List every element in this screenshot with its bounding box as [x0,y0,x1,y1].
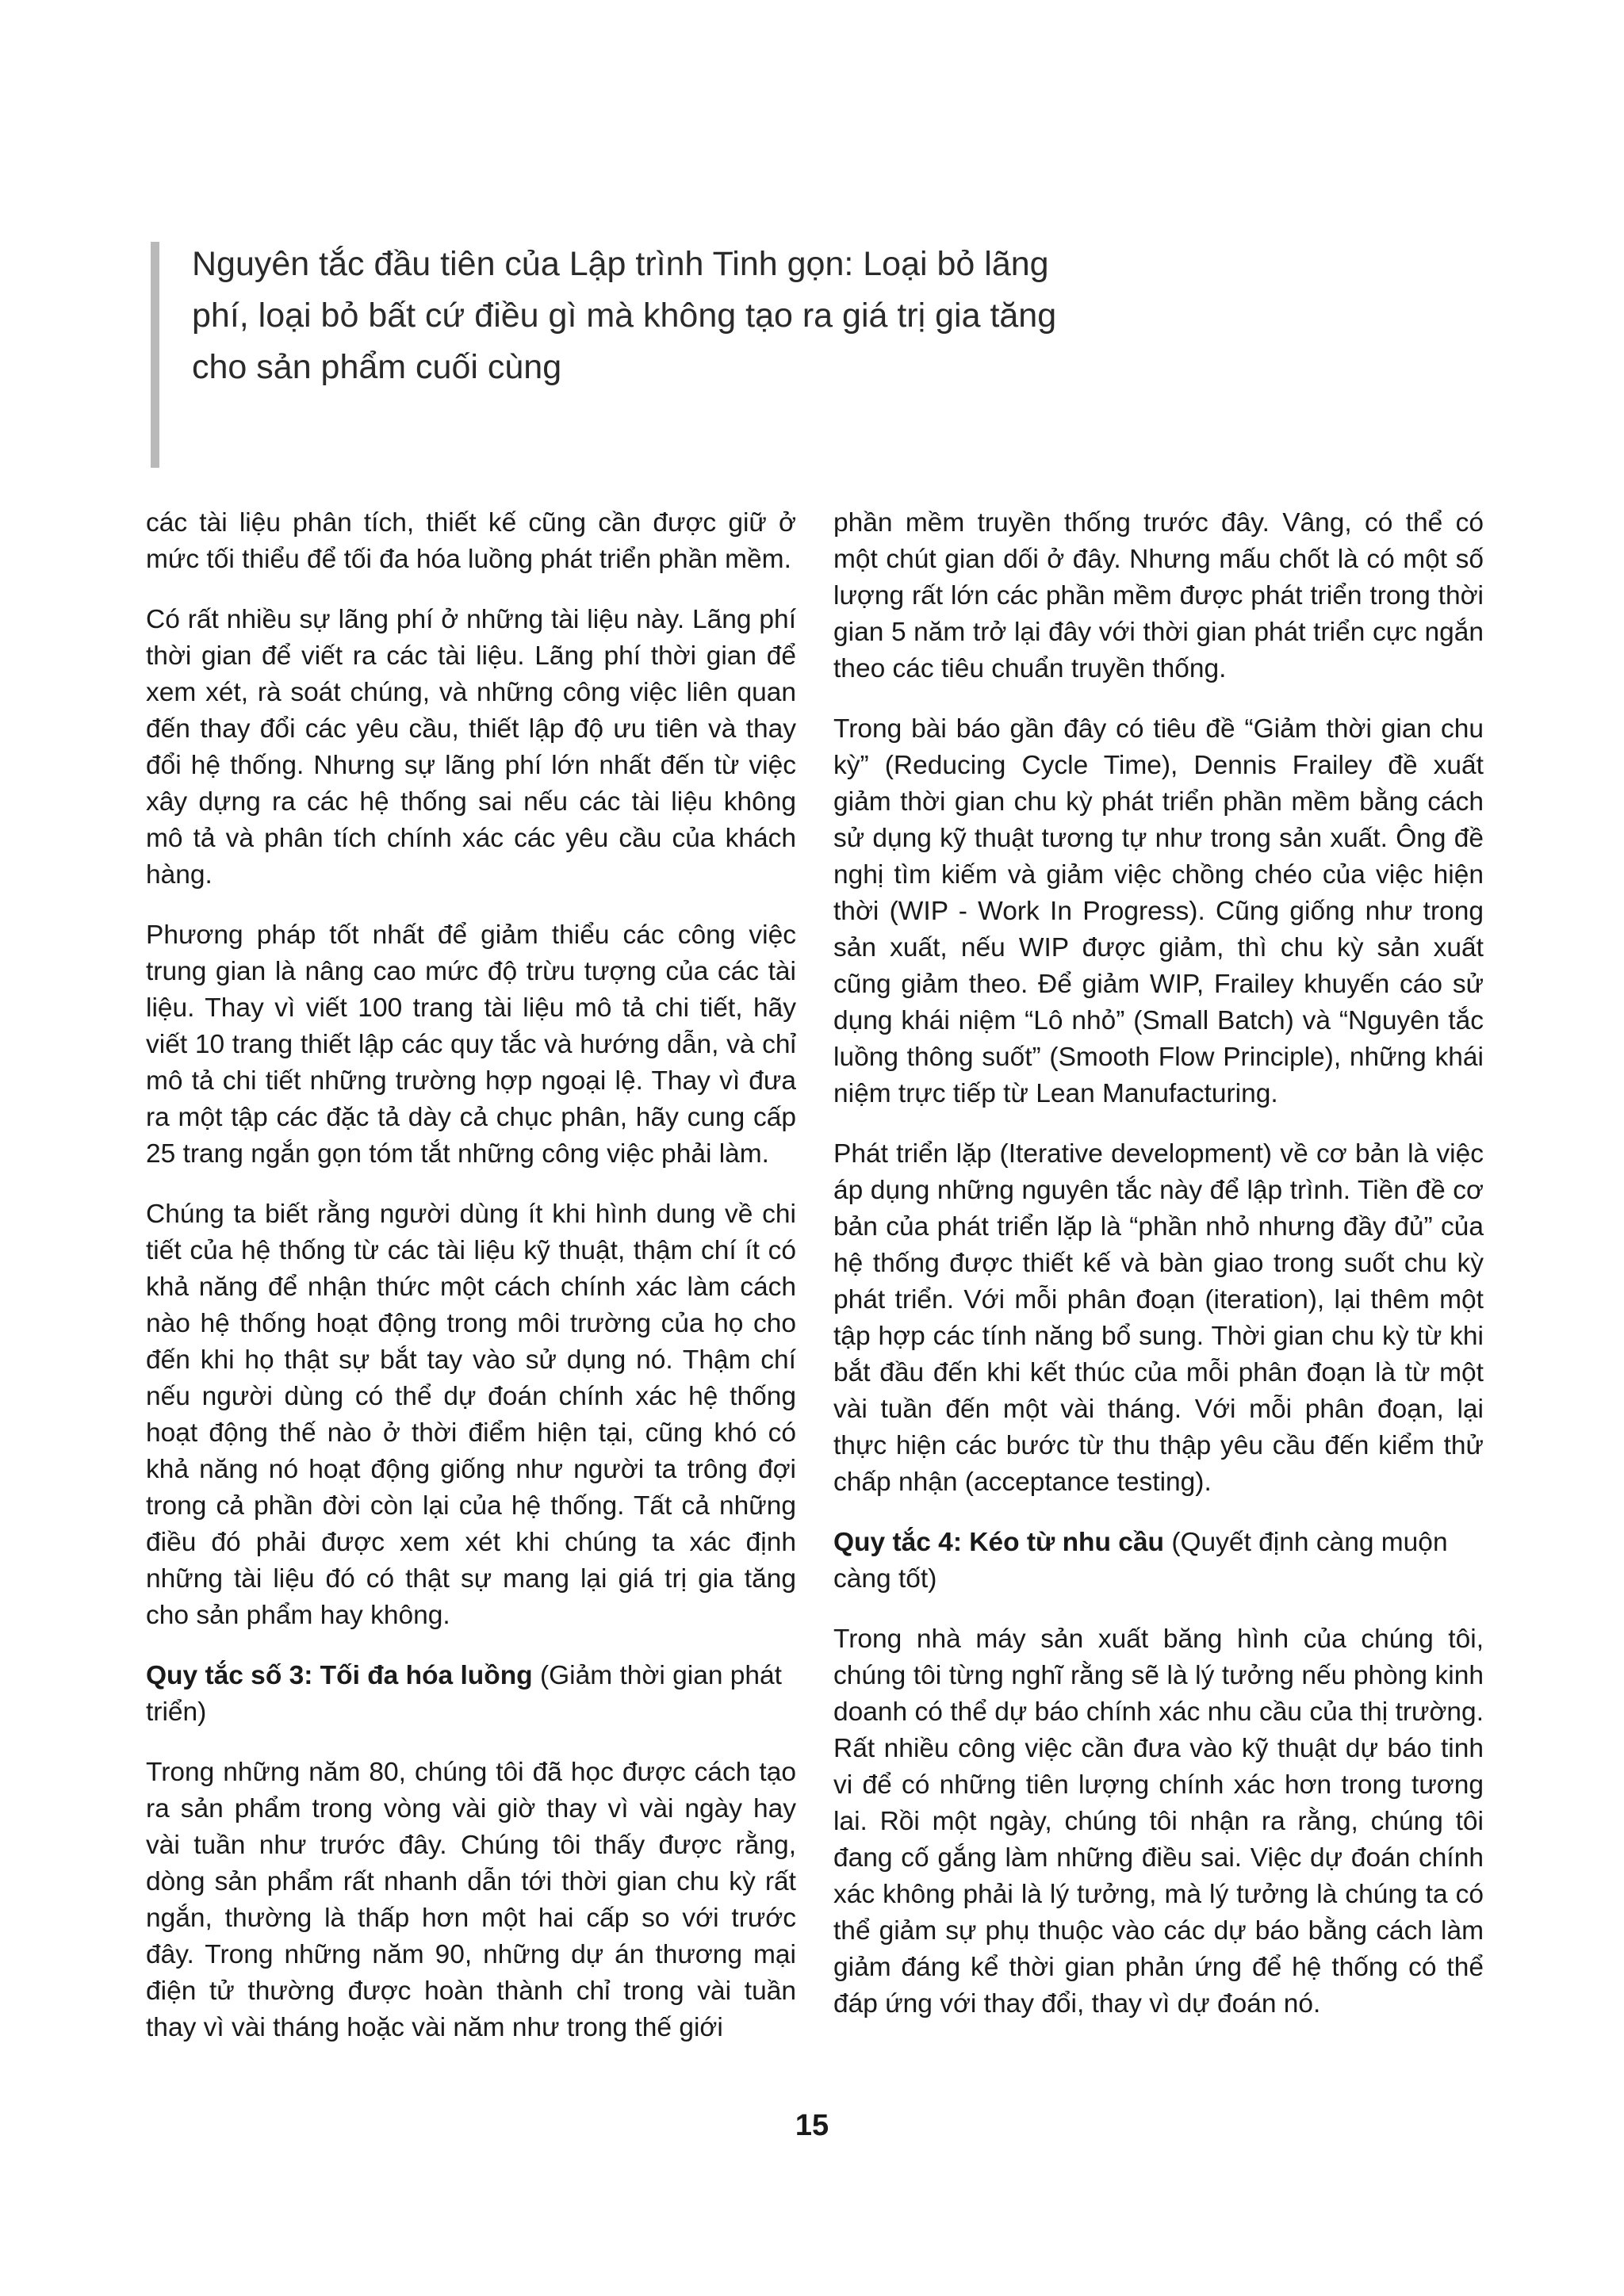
paragraph: Trong những năm 80, chúng tôi đã học được cách tạo ra sản phẩm trong vòng vài giờ thay vì vài ngày hay vài tuần như trước đây. Chúng tôi thấy được rằng, dòng sản phẩm rất nhanh dẫn tới thời gian chu kỳ rất ngắn, thường là thấp hơn một hai cấp so với trước đây. Trong những năm 90, những dự án thương mại điện tử thường được hoàn thành chỉ trong vài tuần thay vì vài tháng hoặc vài năm như trong thế giới [146,1758,796,2042]
rule-3-title: Quy tắc số 3: Tối đa hóa luồng [146,1661,533,1690]
paragraph: Trong bài báo gần đây có tiêu đề “Giảm thời gian chu kỳ” (Reducing Cycle Time), Dennis Frailey đề xuất giảm thời gian chu kỳ phát triển phần mềm bằng cách sử dụng kỹ thuật tương tự như trong sản xuất. Ông đề nghị tìm kiếm và giảm việc chồng chéo của việc hiện thời (WIP - Work In Progress). Cũng giống như trong sản xuất, nếu WIP được giảm, thì chu kỳ sản xuất cũng giảm theo. Để giảm WIP, Frailey khuyến cáo sử dụng khái niệm “Lô nhỏ” (Small Batch) và “Nguyên tắc luồng thông suốt” (Smooth Flow Principle), những khái niệm trực tiếp từ Lean Manufacturing. [833,714,1484,1108]
pull-quote-text: Nguyên tắc đầu tiên của Lập trình Tinh gọn: Loại bỏ lãng phí, loại bỏ bất cứ điều gì mà không tạo ra giá trị gia tăng cho sản phẩm cuối cùng [192,245,1057,386]
rule-4-subtitle: (Quyết định càng muộn càng tốt) [833,1528,1448,1594]
paragraph: Trong nhà máy sản xuất băng hình của chúng tôi, chúng tôi từng nghĩ rằng sẽ là lý tưởng nếu phòng kinh doanh có thể dự báo chính xác nhu cầu của thị trường. Rất nhiều công việc cần đưa vào kỹ thuật dự báo tinh vi để có những tiên lượng chính xác hơn trong tương lai. Rồi một ngày, chúng tôi nhận ra rằng, chúng tôi đang cố gắng làm những điều sai. Việc dự đoán chính xác không phải là lý tưởng, mà lý tưởng là chúng ta có thể giảm sự phụ thuộc vào các dự báo bằng cách làm giảm đáng kể thời gian phản ứng để hệ thống có thể đáp ứng với thay đổi, thay vì dự đoán nó. [833,1624,1484,2019]
rule-4-heading [833,1525,1484,1598]
rule-4-title: Quy tắc 4: Kéo từ nhu cầu [833,1528,1165,1557]
paragraph: phần mềm truyền thống trước đây. Vâng, có thể có một chút gian dối ở đây. Nhưng mấu chốt là có một số lượng rất lớn các phần mềm được phát triển trong thời gian 5 năm trở lại đây với thời gian phát triển cực ngắn theo các tiêu chuẩn truyền thống. [833,508,1484,683]
paragraph: Có rất nhiều sự lãng phí ở những tài liệu này. Lãng phí thời gian để viết ra các tài liệu. Lãng phí thời gian để xem xét, rà soát chúng, và những công việc liên quan đến thay đổi các yêu cầu, thiết lập độ ưu tiên và thay đổi hệ thống. Nhưng sự lãng phí lớn nhất đến từ việc xây dựng ra các hệ thống sai nếu các tài liệu không mô tả và phân tích chính xác các yêu cầu của khách hàng. [146,605,796,890]
left-column [146,505,796,2070]
rule-3-subtitle: (Giảm thời gian phát triển) [146,1661,782,1727]
paragraph: Phát triển lặp (Iterative development) về cơ bản là việc áp dụng những nguyên tắc này để lập trình. Tiền đề cơ bản của phát triển lặp là “phần nhỏ nhưng đầy đủ” của hệ thống được thiết kế và bàn giao trong suốt chu kỳ phát triển. Với mỗi phân đoạn (iteration), lại thêm một tập hợp các tính năng bổ sung. Thời gian chu kỳ từ khi bắt đầu đến khi kết thúc của mỗi phân đoạn là từ một vài tuần đến một vài tháng. Với mỗi phân đoạn, lại thực hiện các bước từ thu thập yêu cầu đến kiểm thử chấp nhận (acceptance testing). [833,1139,1484,1497]
pull-quote-bar [151,242,159,468]
paragraph: Chúng ta biết rằng người dùng ít khi hình dung về chi tiết của hệ thống từ các tài liệu kỹ thuật, thậm chí ít có khả năng để nhận thức một cách chính xác làm cách nào hệ thống hoạt động trong môi trường của họ cho đến khi họ thật sự bắt tay vào sử dụng nó. Thậm chí nếu người dùng có thể dự đoán chính xác hệ thống hoạt động thế nào ở thời điểm hiện tại, cũng khó có khả năng nó hoạt động giống như người ta trông đợi trong cả phần đời còn lại của hệ thống. Tất cả những điều đó phải được xem xét khi chúng ta xác định những tài liệu đó có thật sự mang lại giá trị gia tăng cho sản phẩm hay không. [146,1200,796,1630]
rule-3-heading [146,1658,796,1731]
paragraph: Phương pháp tốt nhất để giảm thiểu các công việc trung gian là nâng cao mức độ trừu tượng của các tài liệu. Thay vì viết 100 trang tài liệu mô tả chi tiết, hãy viết 10 trang thiết lập các quy tắc và hướng dẫn, và chỉ mô tả chi tiết những trường hợp ngoại lệ. Thay vì đưa ra một tập các đặc tả dày cả chục phân, hãy cung cấp 25 trang ngắn gọn tóm tắt những công việc phải làm. [146,920,796,1169]
paragraph: các tài liệu phân tích, thiết kế cũng cần được giữ ở mức tối thiểu để tối đa hóa luồng phát triển phần mềm. [146,508,796,574]
page-number: 15 [795,2109,829,2142]
pull-quote [151,242,1118,468]
right-column [833,505,1484,2046]
